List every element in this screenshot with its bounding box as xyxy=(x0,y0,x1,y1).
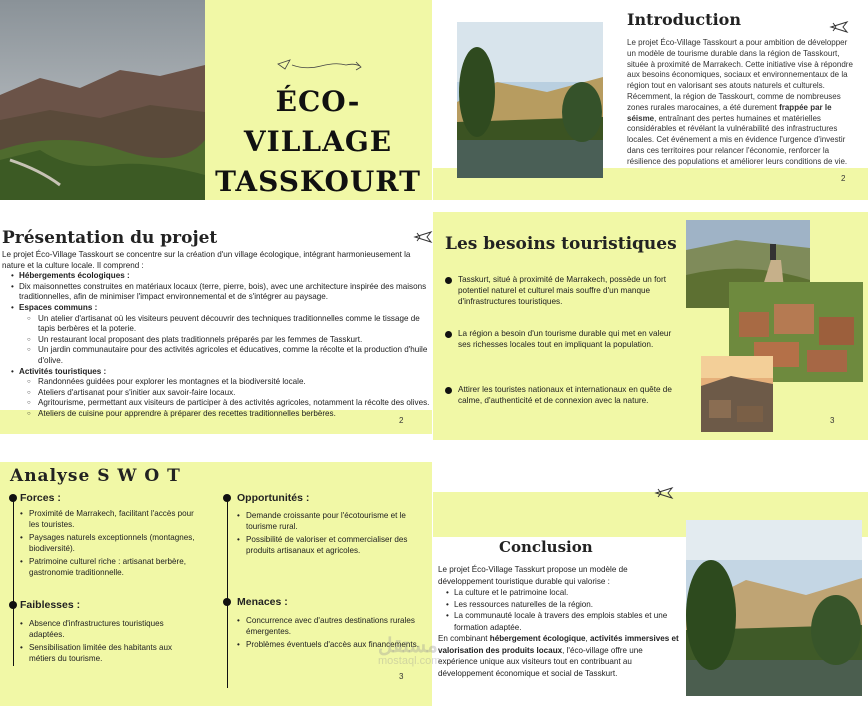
slide-introduction xyxy=(433,0,868,200)
section-heading: Analyse S W O T xyxy=(10,466,181,486)
section-item xyxy=(8,367,432,420)
bullet-dot xyxy=(223,494,231,502)
list-item: ○ Ateliers de cuisine pour apprendre à préparer des recettes traditionnelles berbères. xyxy=(8,409,432,420)
swot-forces-title: Forces : xyxy=(20,492,61,504)
river-landscape-photo xyxy=(686,520,862,696)
list-item: • Paysages naturels exceptionnels (montagnes, biodiversité). xyxy=(20,532,200,554)
list-item: • Les ressources naturelles de la région. xyxy=(438,599,681,611)
conclusion-intro: Le projet Éco-Village Tasskurt propose un modèle de développement touristique durable qui valorise : xyxy=(438,565,628,586)
section-title: Espaces communs : xyxy=(19,302,98,312)
landscape-lake-photo xyxy=(457,22,603,178)
conclusion-body xyxy=(438,564,681,679)
need-point: Attirer les touristes nationaux et internationaux en quête de calme, d'authenticité et de connexion avec la nature. xyxy=(445,384,680,406)
watermark-url: mostaql.com xyxy=(378,655,441,667)
project-intro: Le projet Éco-Village Tasskourt se concentre sur la création d'un village écologique, intégrant harmonieusement la nature et la culture locale. Il comprend : xyxy=(2,250,411,270)
swot-faiblesses-list xyxy=(20,618,180,666)
section-heading: Conclusion xyxy=(499,538,593,556)
list-item: • Absence d'infrastructures touristiques adaptées. xyxy=(20,618,180,640)
title-line-2: TASSKOURT xyxy=(215,165,421,198)
slide-conclusion xyxy=(378,470,868,706)
watermark-logo: مستقل xyxy=(378,635,438,657)
list-item: • Dix maisonnettes construites en matériaux locaux (terre, pierre, bois), avec une architecture inspirée des maisons traditionnelles, afin de minimiser l'impact environnemental et de s'intégrer au paysage. xyxy=(11,281,427,302)
bullet-dot xyxy=(9,494,17,502)
page-number: 2 xyxy=(399,416,404,425)
introduction-text xyxy=(627,38,853,168)
list-item: • Possibilité de valoriser et commercialiser des produits artisanaux et agricoles. xyxy=(237,534,412,556)
list-item: ○ Un restaurant local proposant des plats traditionnels préparés par les femmes de Tasskurt. xyxy=(8,335,432,346)
slide-main-title xyxy=(208,82,428,202)
intro-text-bold: frappée par le séisme xyxy=(627,102,832,123)
list-item: • La culture et le patrimoine local. xyxy=(438,587,681,599)
airplane-icon xyxy=(414,230,432,244)
sunset-village-photo xyxy=(701,356,773,432)
intro-text-part1: Le projet Éco-Village Tasskourt a pour ambition de développer un modèle de tourisme durable dans la région de Tasskourt, située à proximité de Marrakech. Cette initiative vise à répondre aux besoins économiques, sociaux et environnementaux de la région tout en valorisant ses atouts naturels et culturels. Récemment, la région de Tasskourt, comme de nombreuses zones rurales marocaines, a été durement xyxy=(627,38,853,112)
page-number: 3 xyxy=(399,672,404,681)
list-item: ○ Ateliers d'artisanat pour s'initier aux savoir-faire locaux. xyxy=(8,388,432,399)
need-point: La région a besoin d'un tourisme durable qui met en valeur ses richesses locales tout en impliquant la population. xyxy=(445,328,680,350)
list-item: ○ Randonnées guidées pour explorer les montagnes et la biodiversité locale. xyxy=(8,377,432,388)
section-heading: Introduction xyxy=(627,10,741,29)
airplane-icon xyxy=(830,20,848,34)
list-item: • Demande croissante pour l'écotourisme et le tourisme rural. xyxy=(237,510,412,532)
list-item: • Sensibilisation limitée des habitants aux métiers du tourisme. xyxy=(20,642,180,664)
section-item xyxy=(8,271,432,303)
airplane-icon xyxy=(655,486,673,500)
timeline-line xyxy=(13,498,14,666)
list-item: ○ Un atelier d'artisanat où les visiteurs peuvent découvrir des techniques traditionnelles comme le tissage de tapis berbères et la poterie. xyxy=(8,314,432,335)
bullet-dot xyxy=(445,277,452,284)
project-sections xyxy=(2,271,432,419)
section-title: Activités touristiques : xyxy=(19,366,107,376)
list-item: • La communauté locale à travers des emplois stables et une formation adaptée. xyxy=(438,610,681,633)
need-point: Tasskurt, situé à proximité de Marrakech, possède un fort potentiel naturel et culturel mais souffre d'un manque d'infrastructures touristiques. xyxy=(445,274,680,307)
section-title: Hébergements écologiques : xyxy=(19,271,130,281)
section-heading: Présentation du projet xyxy=(2,228,218,248)
swot-forces-list xyxy=(20,508,200,580)
slide-swot xyxy=(0,462,432,706)
bullet-dot xyxy=(9,601,17,609)
bullet-dot xyxy=(445,387,452,394)
slide-title xyxy=(0,0,432,200)
project-body xyxy=(2,250,432,420)
mountain-valley-photo xyxy=(0,0,205,200)
timeline-line xyxy=(227,498,228,688)
list-item: • Concurrence avec d'autres destinations rurales émergentes. xyxy=(237,615,427,637)
slide-tourism-needs xyxy=(433,212,868,440)
slide-project-presentation xyxy=(0,212,432,452)
section-heading: Les besoins touristiques xyxy=(445,234,677,254)
conclusion-list xyxy=(438,587,681,633)
bullet-dot xyxy=(223,598,231,606)
swot-opportunites-list xyxy=(237,510,412,558)
list-item: • Patrimoine culturel riche : artisanat berbère, gastronomie traditionnelle. xyxy=(20,556,200,578)
list-item: • Proximité de Marrakech, facilitant l'accès pour les touristes. xyxy=(20,508,200,530)
list-item: ○ Un jardin communautaire pour des activités agricoles et éducatives, comme la récolte et la production d'huile d'olive. xyxy=(8,345,432,366)
list-item: • Problèmes éventuels d'accès aux financements. xyxy=(237,639,427,650)
section-item xyxy=(8,303,432,367)
title-line-1: ÉCO-VILLAGE xyxy=(243,85,393,158)
conclusion-closing: En combinant hébergement écologique, activités immersives et valorisation des produits locaux, l'éco-village offre une expérience unique aux visiteurs tout en contribuant au développement économique et social de Tasskurt. xyxy=(438,634,679,678)
intro-text-part2: , entraînant des pertes humaines et matérielles considérables et révélant la vulnérabilité des infrastructures locales. Cet événement a mis en évidence l'urgence d'investir dans ces territoires pour relancer l'économie, renforcer la résilience des populations et améliorer leurs conditions de vie. xyxy=(627,113,848,166)
page-number: 2 xyxy=(841,174,846,183)
page-number: 3 xyxy=(830,416,835,425)
paper-plane-ornament-icon xyxy=(276,56,366,76)
list-item: ○ Agritourisme, permettant aux visiteurs de participer à des activités agricoles, notamment la récolte des olives. xyxy=(8,398,432,409)
swot-faiblesses-title: Faiblesses : xyxy=(20,599,81,611)
swot-opportunites-title: Opportunités : xyxy=(237,492,310,504)
swot-menaces-title: Menaces : xyxy=(237,596,288,608)
bullet-dot xyxy=(445,331,452,338)
